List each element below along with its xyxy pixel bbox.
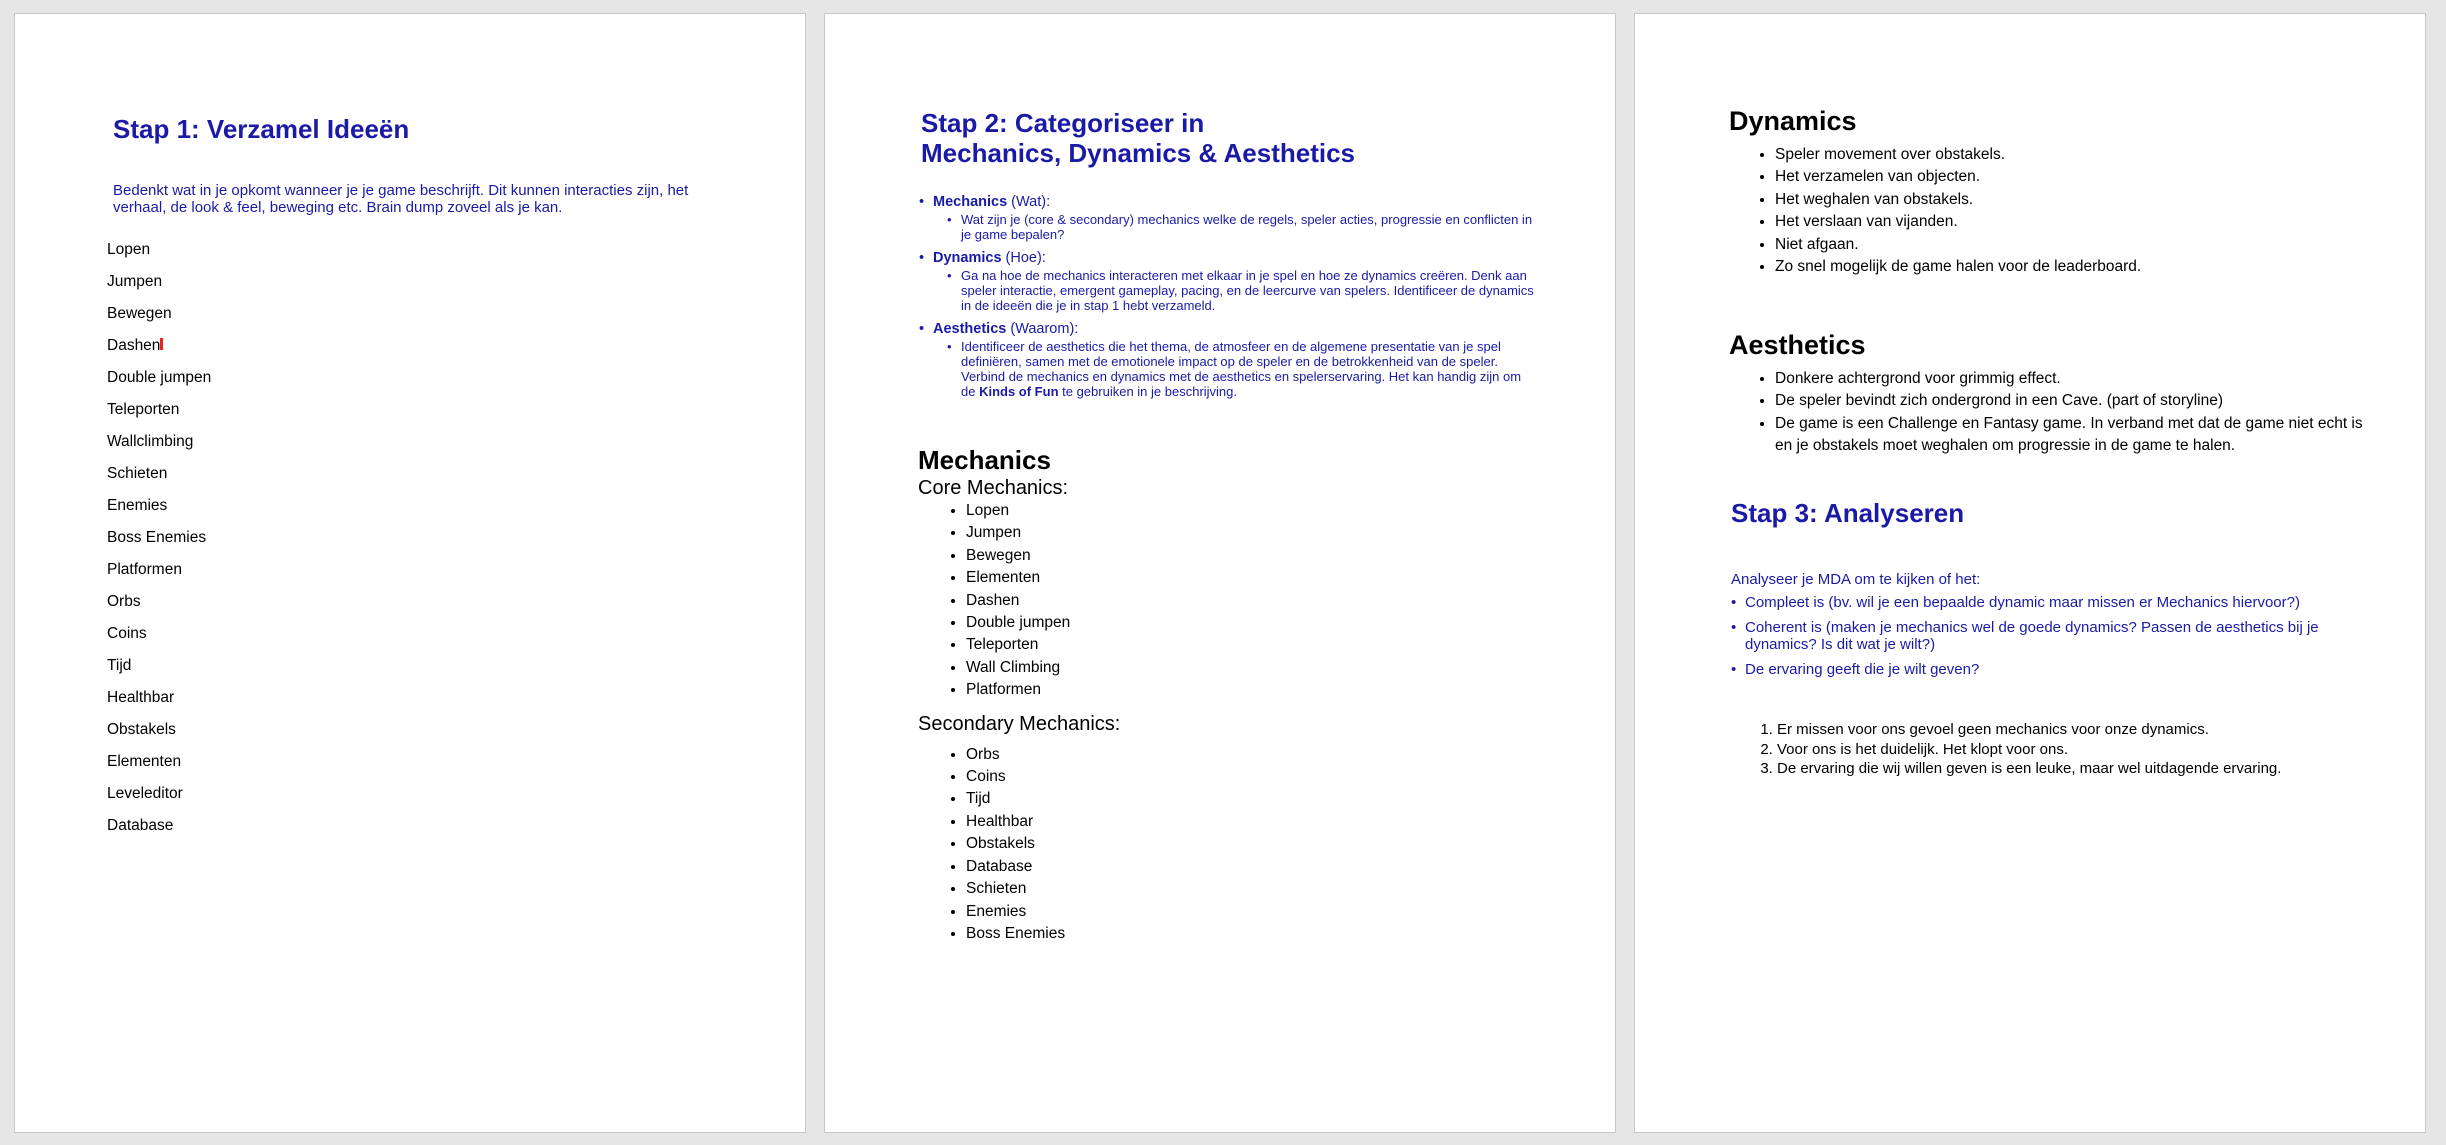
list-item[interactable]: Orbs xyxy=(107,593,141,610)
mda-instructions xyxy=(917,192,1537,405)
list-item[interactable]: • Lopen xyxy=(966,500,1518,522)
list-item[interactable]: 3. De ervaring die wij willen geven is een leuke, maar wel uitdagende ervaring. xyxy=(1777,759,2371,779)
document-page-3 xyxy=(1634,13,2426,1133)
secondary-mechanics-list xyxy=(918,744,1518,946)
list-item[interactable]: Healthbar xyxy=(107,689,175,706)
list-item[interactable]: Coins xyxy=(107,625,147,642)
list-item[interactable]: • Teleporten xyxy=(966,634,1518,656)
analysis-check: • Compleet is (bv. wil je een bepaalde dynamic maar missen er Mechanics hiervoor?) xyxy=(1731,594,2351,611)
list-item[interactable]: • Het verslaan van vijanden. xyxy=(1775,211,2369,233)
list-item[interactable]: • Dashen xyxy=(966,590,1518,612)
mda-suffix: (Hoe): xyxy=(1001,250,1046,266)
list-item[interactable]: • Double jumpen xyxy=(966,612,1518,634)
intro-paragraph: Bedenkt wat in je opkomt wanneer je je game beschrijft. Dit kunnen interacties zijn, het verhaal, de look & feel, beweging etc. Brain dump zoveel als je kan. xyxy=(113,182,689,216)
list-item[interactable]: • Wall Climbing xyxy=(966,657,1518,679)
mda-suffix: (Wat): xyxy=(1007,194,1051,210)
list-item[interactable]: • Het weghalen van obstakels. xyxy=(1775,189,2369,211)
step3-title: Stap 3: Analyseren xyxy=(1731,498,1965,528)
list-item[interactable]: Enemies xyxy=(107,497,168,514)
mda-mechanics xyxy=(917,192,1537,242)
list-item[interactable]: • Bewegen xyxy=(966,545,1518,567)
analysis-lead: Analyseer je MDA om te kijken of het: xyxy=(1731,571,1981,588)
aesthetics-list xyxy=(1729,368,2369,458)
list-item[interactable]: • Obstakels xyxy=(966,833,1518,855)
analysis-answers xyxy=(1731,720,2371,779)
list-item-with-cursor[interactable] xyxy=(107,330,211,362)
list-item[interactable]: Database xyxy=(107,817,174,834)
title-line-1: Stap 2: Categoriseer in xyxy=(921,108,1205,138)
list-item[interactable]: • Schieten xyxy=(966,878,1518,900)
mda-term: Mechanics xyxy=(933,194,1008,210)
list-item[interactable]: Bewegen xyxy=(107,305,172,322)
text-cursor-icon xyxy=(160,338,163,350)
core-mechanics-heading: Core Mechanics: xyxy=(918,477,1069,499)
list-item[interactable]: • Speler movement over obstakels. xyxy=(1775,144,2369,166)
list-item[interactable]: • Database xyxy=(966,856,1518,878)
list-item[interactable]: • De speler bevindt zich ondergrond in een Cave. (part of storyline) xyxy=(1775,390,2369,412)
mda-description xyxy=(917,339,1537,399)
analysis-instructions xyxy=(1731,570,2351,686)
dynamics-heading: Dynamics xyxy=(1729,106,1857,136)
list-item[interactable]: Dashen xyxy=(107,337,161,354)
list-item[interactable]: Boss Enemies xyxy=(107,529,207,546)
kinds-of-fun-text: Kinds of Fun xyxy=(979,384,1059,399)
document-page-1 xyxy=(14,13,806,1133)
document-page-2 xyxy=(824,13,1616,1133)
list-item[interactable]: Obstakels xyxy=(107,721,176,738)
mda-dynamics xyxy=(917,248,1537,313)
list-item[interactable]: Double jumpen xyxy=(107,369,212,386)
mechanics-heading: Mechanics xyxy=(918,445,1051,475)
core-mechanics-list xyxy=(918,500,1518,702)
desc-text: te gebruiken in je beschrijving. xyxy=(1058,384,1238,399)
list-item[interactable]: • Boss Enemies xyxy=(966,923,1518,945)
answers-list xyxy=(1731,720,2371,779)
analysis-check: • Coherent is (maken je mechanics wel de goede dynamics? Passen de aesthetics bij je dynamics? Is dit wat je wilt?) xyxy=(1731,619,2351,653)
list-item[interactable]: Elementen xyxy=(107,753,182,770)
list-item[interactable]: Teleporten xyxy=(107,401,180,418)
title-line-2: Mechanics, Dynamics & Aesthetics xyxy=(921,138,1355,168)
list-item[interactable]: • Niet afgaan. xyxy=(1775,234,2369,256)
aesthetics-section xyxy=(1729,330,2369,458)
list-item[interactable]: • Donkere achtergrond voor grimmig effect. xyxy=(1775,368,2369,390)
list-item[interactable]: • Platformen xyxy=(966,679,1518,701)
mda-term: Dynamics xyxy=(933,250,1002,266)
list-item[interactable]: • Tijd xyxy=(966,788,1518,810)
list-item[interactable]: 2. Voor ons is het duidelijk. Het klopt voor ons. xyxy=(1777,740,2371,760)
ideas-list xyxy=(107,234,211,842)
list-item[interactable]: Jumpen xyxy=(107,273,163,290)
list-item[interactable]: Platformen xyxy=(107,561,182,578)
list-item[interactable]: Schieten xyxy=(107,465,168,482)
analysis-check: • De ervaring geeft die je wilt geven? xyxy=(1731,661,2351,678)
page-title xyxy=(921,108,1541,168)
mda-term: Aesthetics xyxy=(933,321,1007,337)
list-item[interactable]: • Coins xyxy=(966,766,1518,788)
list-item[interactable]: 1. Er missen voor ons gevoel geen mechanics voor onze dynamics. xyxy=(1777,720,2371,740)
list-item[interactable]: • De game is een Challenge en Fantasy game. In verband met dat de game niet echt is en je obstakels moet weghalen om progressie in de game te halen. xyxy=(1775,413,2369,458)
list-item[interactable]: • Healthbar xyxy=(966,811,1518,833)
list-item[interactable]: Leveleditor xyxy=(107,785,183,802)
list-item[interactable]: • Het verzamelen van objecten. xyxy=(1775,166,2369,188)
mda-suffix: (Waarom): xyxy=(1006,321,1079,337)
list-item[interactable]: Lopen xyxy=(107,241,151,258)
list-item[interactable]: • Enemies xyxy=(966,901,1518,923)
mda-description: • Wat zijn je (core & secondary) mechanics welke de regels, speler acties, progressie en conflicten in je game bepalen? xyxy=(917,212,1537,242)
mda-aesthetics xyxy=(917,319,1537,399)
list-item[interactable]: Tijd xyxy=(107,657,132,674)
mechanics-section xyxy=(918,444,1518,945)
list-item[interactable]: • Jumpen xyxy=(966,522,1518,544)
dynamics-list xyxy=(1729,144,2369,278)
desc-text: Identificeer de aesthetics die het thema, de atmosfeer en de algemene presentatie van je spel definiëren, samen met de emotionele impact op de speler en de betrokkenheid van de speler. Verbind de mechanics en dynamics met de aesthetics en spelerservaring. Het kan handig zijn om de xyxy=(961,339,1522,399)
list-item[interactable]: Wallclimbing xyxy=(107,433,194,450)
dynamics-section xyxy=(1729,106,2369,278)
list-item[interactable]: • Zo snel mogelijk de game halen voor de leaderboard. xyxy=(1775,256,2369,278)
secondary-mechanics-heading: Secondary Mechanics: xyxy=(918,712,1121,735)
aesthetics-heading: Aesthetics xyxy=(1729,330,1866,360)
list-item[interactable]: • Elementen xyxy=(966,567,1518,589)
list-item[interactable]: • Orbs xyxy=(966,744,1518,766)
mda-description: • Ga na hoe de mechanics interacteren met elkaar in je spel en hoe ze dynamics creëren. Denk aan speler interactie, emergent gameplay, pacing, en de leercurve van spelers. Identificeer de dynamics in de ideeën die je in stap 1 hebt verzameld. xyxy=(917,268,1537,313)
page-title: Stap 1: Verzamel Ideeën xyxy=(113,114,410,144)
